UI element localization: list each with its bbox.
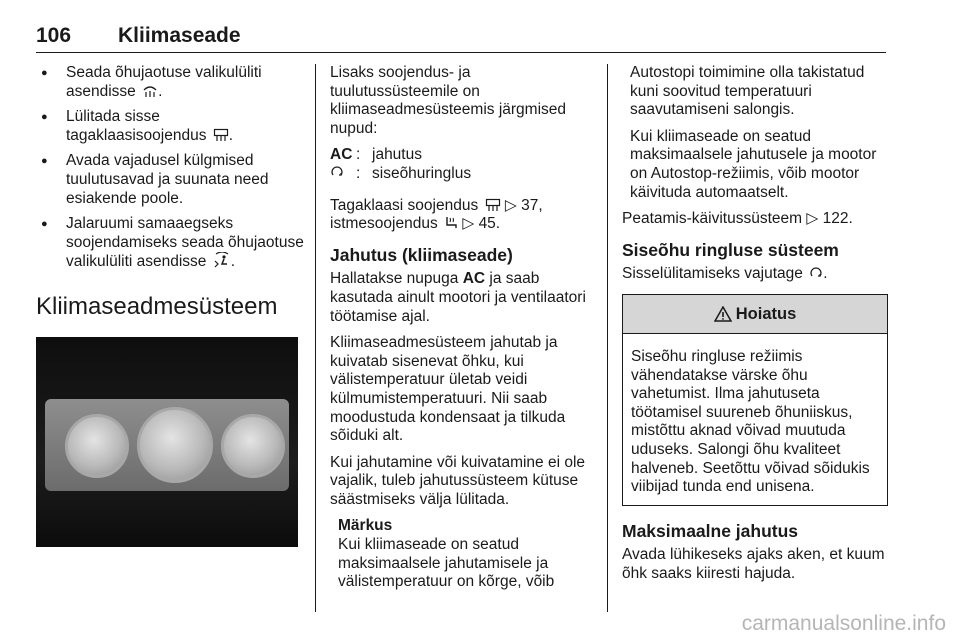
list-item: ● Jalaruumi samaaegseks soojendamiseks seada õhujaotuse valikulüliti asendisse .	[36, 215, 304, 272]
temperature-knob	[65, 414, 129, 478]
paragraph: Kui kliimaseade on seatud maksimaalsele jahutusele ja mootor on Autostop-režiimis, võib mootor käivituda automaatselt.	[630, 127, 877, 201]
control-panel	[45, 399, 289, 491]
bullet-list	[36, 64, 304, 272]
column-divider	[315, 64, 316, 612]
paragraph: Hallatakse nupuga AC ja saab kasutada ainult mootori ja ventilaatori töötamise ajal.	[330, 270, 586, 325]
section-heading: Kliimaseadmesüsteem	[36, 292, 278, 320]
paragraph: Kliimaseadmesüsteem jahutab ja kuivatab sisenevat õhku, kui välistemperatuur ületab veidi külmumistemperatuuri. Nii saab moodustuda kondensaat ja tilkuda sõiduki alt.	[330, 334, 566, 445]
paragraph: Lisaks soojendus- ja tuulutussüsteemile on kliimaseadmesüsteemis järgmised nupud:	[330, 64, 567, 137]
page-ref-arrow-icon: ▷	[806, 210, 819, 228]
list-item: ● Lülitada sisse tagaklaasisoojendus .	[36, 108, 304, 145]
paragraph: Autostopi toimimine olla takistatud kuni soovitud temperatuuri saavutamiseni salongis.	[630, 64, 865, 119]
warning-header	[623, 295, 887, 334]
page-ref-arrow-icon: ▷	[462, 215, 475, 233]
column-2	[330, 64, 592, 592]
subsection-heading: Maksimaalne jahutus	[622, 520, 799, 541]
page-header	[36, 24, 886, 53]
rear-defrost-icon	[485, 198, 501, 212]
warning-text: Siseõhu ringluse režiimis vähendatakse värske õhu vahetumist. Ilma jahutuseta töötamisel suureneb õhuniiskus, mistõttu aknad võivad muutuda uduseks. Salongi õhu kvaliteet halveneb. Seetõttu võivad sõidukis viibijad tunda end unisena.	[631, 347, 870, 496]
recirculation-icon	[809, 266, 823, 280]
recirculation-icon	[330, 165, 344, 179]
page-ref-arrow-icon: ▷	[504, 196, 517, 214]
column-divider	[607, 64, 608, 612]
warning-title: Hoiatus	[735, 304, 797, 323]
subsection-heading: Siseõhu ringluse süsteem	[622, 239, 839, 260]
defrost-fan-icon	[142, 84, 158, 98]
seat-heating-icon	[444, 216, 458, 230]
subsection-heading: Jahutus (kliimaseade)	[330, 244, 513, 265]
column-3	[622, 64, 888, 591]
definition-row: AC : jahutus	[330, 146, 422, 164]
column-1	[36, 64, 304, 547]
air-distribution-knob	[221, 414, 285, 478]
climate-control-photo	[36, 337, 298, 547]
button-definitions	[330, 146, 592, 184]
list-item: ● Seada õhujaotuse valikulüliti asendisse .	[36, 64, 304, 101]
note-text: Kui kliimaseade on seatud maksimaalsele jahutamisele ja välistemperatuur on kõrge, võib	[338, 536, 555, 591]
footwell-windscreen-icon	[213, 252, 231, 268]
paragraph: Avada lühikeseks ajaks aken, et kuum õhk saaks kiiresti hajuda.	[622, 546, 885, 582]
warning-triangle-icon	[714, 306, 732, 322]
paragraph: Sisselülitamiseks vajutage .	[622, 265, 828, 283]
cross-reference: Tagaklaasi soojendus ▷ 37, istmesoojendus ▷ 45.	[330, 196, 543, 233]
fan-speed-knob	[137, 407, 213, 483]
definition-row: : siseõhuringlus	[330, 165, 592, 185]
list-item: ● Avada vajadusel külgmised tuulutusavad ja suunata need esiakende poole.	[36, 152, 304, 208]
ac-key: AC	[330, 146, 353, 164]
note-box	[338, 517, 592, 591]
page-title: Kliimaseade	[118, 24, 241, 47]
paragraph: Kui jahutamine või kuivatamine ei ole vajalik, tuleb jahutussüsteem kütuse säästmiseks välja lülitada.	[330, 453, 586, 508]
rear-defrost-icon	[213, 128, 229, 142]
cross-reference: Peatamis-käivitussüsteem ▷ 122.	[622, 210, 853, 228]
note-title: Märkus	[338, 517, 393, 535]
page-number: 106	[36, 24, 72, 47]
watermark: carmanualsonline.info	[741, 612, 946, 635]
warning-box	[622, 294, 888, 506]
